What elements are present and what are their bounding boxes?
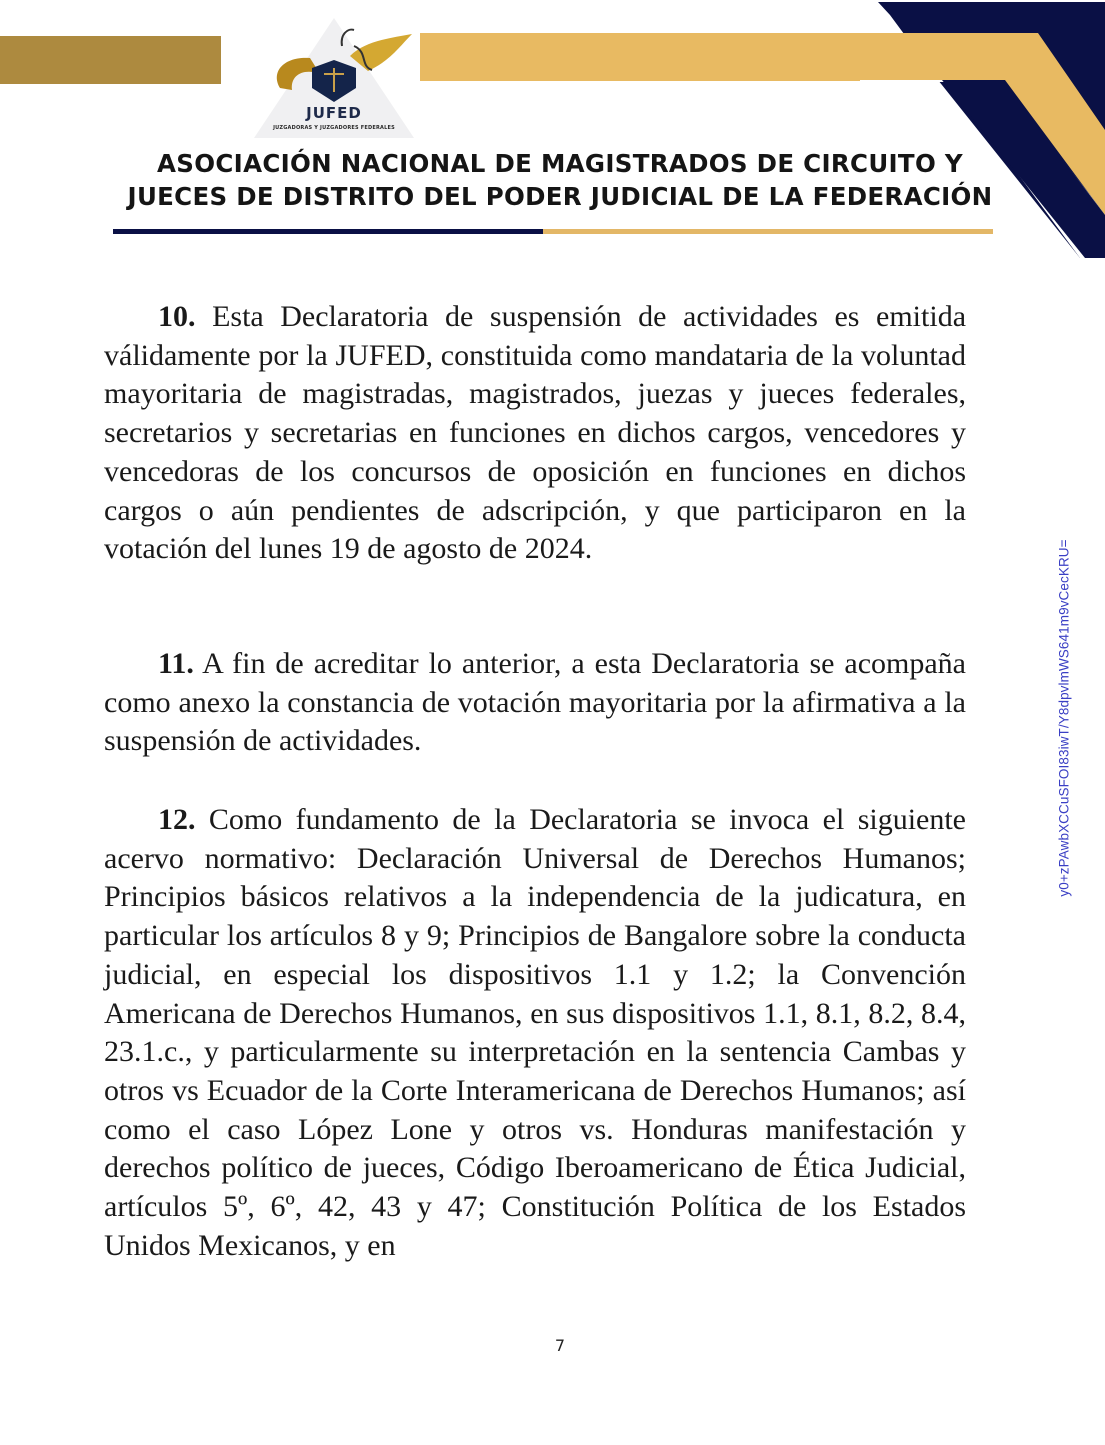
header-gold-bar-left bbox=[0, 36, 221, 84]
logo-emblem-icon bbox=[250, 16, 418, 141]
paragraph-number: 12. bbox=[158, 803, 196, 836]
paragraph-12 bbox=[104, 801, 966, 1265]
paragraph-text: A fin de acreditar lo anterior, a esta Declaratoria se acompaña como anexo la constancia de votación mayoritaria por la afirmativa a la suspensión de actividades. bbox=[104, 647, 966, 758]
verification-code: y0+zPAwbXCCuSFOI83iwT/Y8dpvlmWS641m9vCecKRU= bbox=[1056, 539, 1072, 897]
header-corner-chevron-decoration bbox=[860, 0, 1105, 260]
logo-title: JUFED bbox=[306, 104, 362, 122]
paragraph-number: 10. bbox=[158, 300, 196, 333]
page-number: 7 bbox=[554, 1336, 566, 1355]
paragraph-text: Esta Declaratoria de suspensión de actividades es emitida válidamente por la JUFED, constituida como mandataria de la voluntad mayoritaria de magistradas, magistrados, juezas y jueces federales, secretarios y secretarias en funciones en dichos cargos, vencedores y vencedoras de los concursos de oposición en funciones en dichos cargos o aún pendientes de adscripción, y que participaron en la votación del lunes 19 de agosto de 2024. bbox=[104, 300, 967, 566]
header-rule-gold bbox=[543, 229, 993, 234]
header-rule-navy bbox=[113, 229, 543, 234]
jufed-logo bbox=[250, 16, 418, 141]
organization-title-line-2: JUECES DE DISTRITO DEL PODER JUDICIAL DE LA FEDERACIÓN bbox=[127, 182, 993, 211]
paragraph-number: 11. bbox=[158, 647, 194, 680]
paragraph-text: Como fundamento de la Declaratoria se invoca el siguiente acervo normativo: Declaración Universal de Derechos Humanos; Principios básicos relativos a la independencia de la judicatura, en particular los artículos 8 y 9; Principios de Bangalore sobre la conducta judicial, en especial los dispositivos 1.1 y 1.2; la Convención Americana de Derechos Humanos, en sus dispositivos 1.1, 8.1, 8.2, 8.4, 23.1.c., y particularmente su interpretación en la sentencia Cambas y otros vs Ecuador de la Corte Interamericana de Derechos Humanos; así como el caso López Lone y otros vs. Honduras manifestación y derechos político de jueces, Código Iberoamericano de Ética Judicial, artículos 5º, 6º, 42, 43 y 47; Constitución Política de los Estados Unidos Mexicanos, y en bbox=[104, 803, 967, 1262]
paragraph-11 bbox=[104, 645, 966, 761]
paragraph-10 bbox=[104, 298, 966, 569]
logo-subtitle: JUZGADORAS Y JUZGADORES FEDERALES bbox=[273, 125, 395, 131]
header-gold-bar-right bbox=[420, 33, 870, 81]
organization-title bbox=[100, 147, 1020, 213]
organization-title-line-1: ASOCIACIÓN NACIONAL DE MAGISTRADOS DE CIRCUITO Y bbox=[157, 149, 963, 178]
